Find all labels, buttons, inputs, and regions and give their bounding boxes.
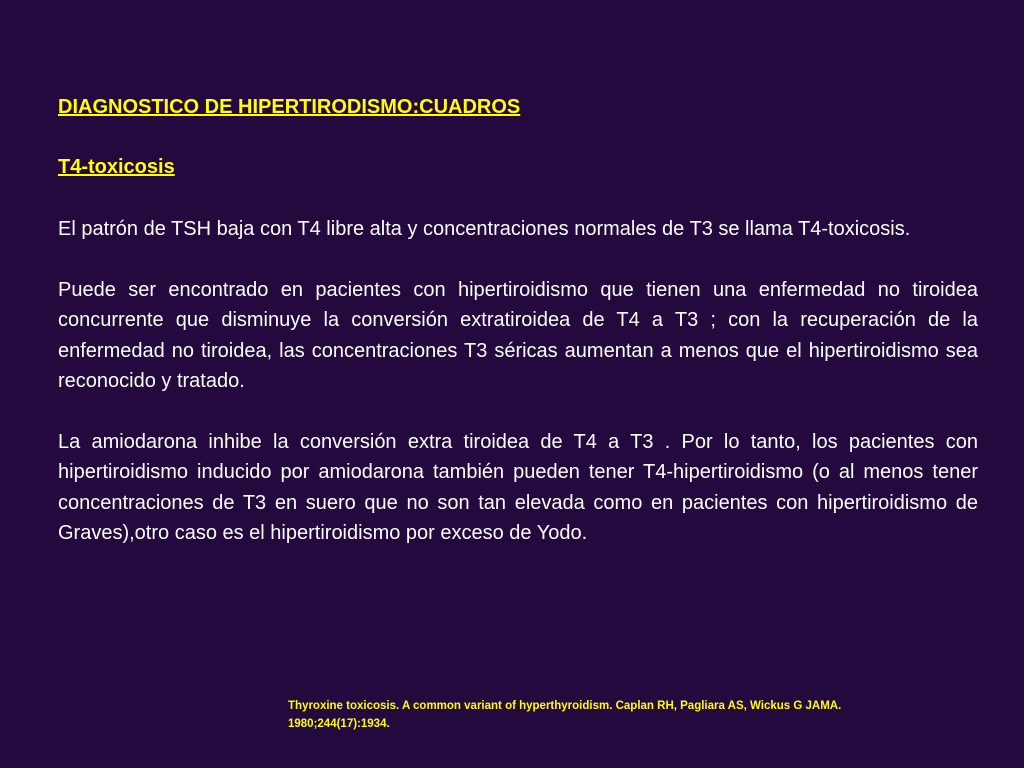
paragraph-nonthyroidal-illness: Puede ser encontrado en pacientes con hipertiroidismo que tienen una enfermedad no tiroidea concurrente que disminuye la conversión extratiroidea de T4 a T3 ; con la recuperación de la enfermedad no tiroidea, las concentraciones T3 séricas aumentan a menos que el hipertiroidismo sea reconocido y tratado. xyxy=(58,278,978,392)
slide-content xyxy=(58,92,978,549)
section-subtitle: T4-toxicosis xyxy=(58,156,175,178)
paragraph-definition: El patrón de TSH baja con T4 libre alta y concentraciones normales de T3 se llama T4-toxicosis. xyxy=(58,218,911,240)
slide-title: DIAGNOSTICO DE HIPERTIRODISMO:CUADROS xyxy=(58,96,521,118)
reference-citation xyxy=(288,697,908,733)
reference-line-1: Thyroxine toxicosis. A common variant of hyperthyroidism. Caplan RH, Pagliara AS, Wickus G JAMA. xyxy=(288,700,842,712)
reference-line-2: 1980;244(17):1934. xyxy=(288,718,390,730)
paragraph-amiodarone: La amiodarona inhibe la conversión extra tiroidea de T4 a T3 . Por lo tanto, los pacientes con hipertiroidismo inducido por amiodarona también pueden tener T4-hipertiroidismo (o al menos tener concentraciones de T3 en suero que no son tan elevada como en pacientes con hipertiroidismo de Graves),otro caso es el hipertiroidismo por exceso de Yodo. xyxy=(58,430,978,544)
